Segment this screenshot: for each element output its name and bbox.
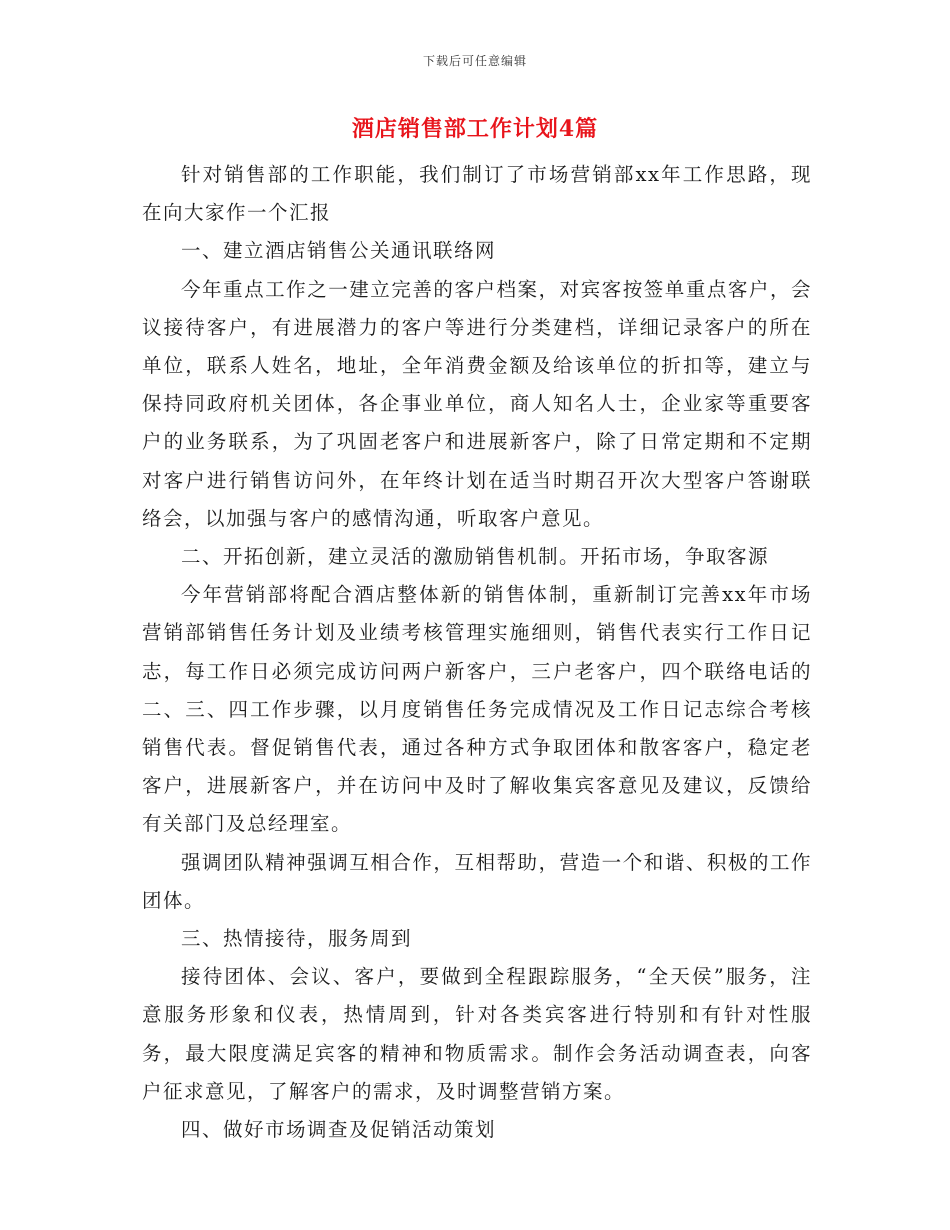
paragraph-intro: 针对销售部的工作职能，我们制订了市场营销部xx年工作思路，现在向大家作一个汇报 xyxy=(142,163,812,225)
paragraph-section-1: 今年重点工作之一建立完善的客户档案，对宾客按签单重点客户，会议接待客户，有进展潜力的客户等进行分类建档，详细记录客户的所在单位，联系人姓名，地址，全年消费金额及给该单位的折扣等，建立与保持同政府机关团体，各企事业单位，商人知名人士，企业家等重要客户的业务联系，为了巩固老客户和进展新客户，除了日常定期和不定期对客户进行销售访问外，在年终计划在适当时期召开次大型客户答谢联络会，以加强与客户的感情沟通，听取客户意见。 xyxy=(142,277,812,530)
paragraph-section-2: 今年营销部将配合酒店整体新的销售体制，重新制订完善xx年市场营销部销售任务计划及业绩考核管理实施细则，销售代表实行工作日记志，每工作日必须完成访问两户新客户，三户老客户，四个联络电话的二、三、四工作步骤，以月度销售任务完成情况及工作日记志综合考核销售代表。督促销售代表，通过各种方式争取团体和散客客户，稳定老客户，进展新客户，并在访问中及时了解收集宾客意见及建议，反馈给有关部门及总经理室。 xyxy=(142,583,812,836)
section-heading-1: 一、建立酒店销售公关通讯联络网 xyxy=(181,239,497,263)
section-heading-3: 三、热情接待，服务周到 xyxy=(181,927,413,951)
section-heading-4: 四、做好市场调查及促销活动策划 xyxy=(181,1118,497,1142)
paragraph-section-3: 接待团体、会议、客户，要做到全程跟踪服务，“全天侯”服务，注意服务形象和仪表，热情周到，针对各类宾客进行特别和有针对性服务，最大限度满足宾客的精神和物质需求。制作会务活动调查表，向客户征求意见，了解客户的需求，及时调整营销方案。 xyxy=(142,965,812,1103)
section-heading-2: 二、开拓创新，建立灵活的激励销售机制。开拓市场，争取客源 xyxy=(181,545,770,569)
document-title: 酒店销售部工作计划4篇 xyxy=(351,116,599,142)
document-body xyxy=(142,156,812,1149)
paragraph-teamwork: 强调团队精神强调互相合作，互相帮助，营造一个和谐、积极的工作团体。 xyxy=(142,850,812,912)
header-note: 下载后可任意编辑 xyxy=(422,54,527,68)
